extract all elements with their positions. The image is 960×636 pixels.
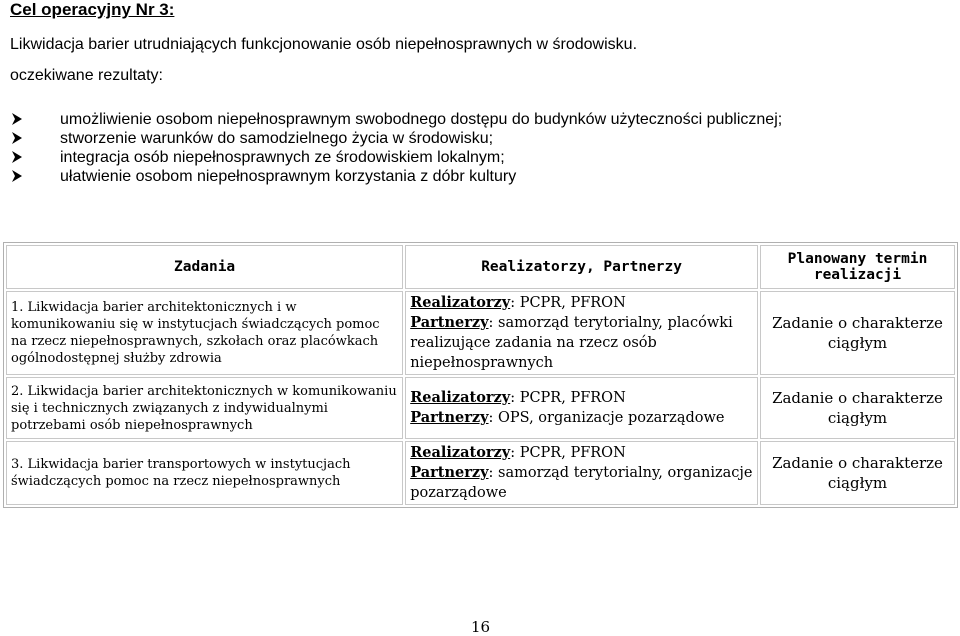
list-item	[10, 167, 782, 186]
task-cell: 2. Likwidacja barier architektonicznych w komunikowaniu się i technicznych związanych z indywidualnymi potrzebami osób niepełnosprawnych	[6, 377, 403, 439]
list-item	[10, 148, 782, 167]
table-header-row	[6, 245, 955, 289]
section-heading: Cel operacyjny Nr 3:	[10, 0, 175, 19]
tasks-table	[3, 242, 958, 508]
term-cell: Zadanie o charakterze ciągłym	[760, 441, 955, 505]
task-cell: 1. Likwidacja barier architektonicznych i w komunikowaniu się w instytucjach świadczących pomoc na rzecz niepełnosprawnych, szkołach oraz placówkach ogólnodostępnej służby zdrowia	[6, 291, 403, 375]
results-list	[10, 110, 782, 186]
list-item	[10, 110, 782, 129]
arrowhead-bullet-icon	[10, 169, 24, 183]
list-item-text: umożliwienie osobom niepełnosprawnym swobodnego dostępu do budynków użyteczności publicznej;	[60, 111, 783, 128]
realizatorzy-label: Realizatorzy	[410, 389, 511, 406]
partnerzy-label: Partnerzy	[410, 314, 489, 331]
arrowhead-bullet-icon	[10, 112, 24, 126]
list-item	[10, 129, 782, 148]
term-cell: Zadanie o charakterze ciągłym	[760, 377, 955, 439]
partnerzy-value: : OPS, organizacje pozarządowe	[488, 410, 725, 426]
task-cell: 3. Likwidacja barier transportowych w instytucjach świadczących pomoc na rzecz niepełnosprawnych	[6, 441, 403, 505]
header-zadania: Zadania	[6, 245, 403, 289]
table-row	[6, 441, 955, 505]
realizatorzy-cell	[405, 291, 758, 375]
term-cell: Zadanie o charakterze ciągłym	[760, 291, 955, 375]
objective-text: Likwidacja barier utrudniających funkcjonowanie osób niepełnosprawnych w środowisku.	[10, 36, 638, 53]
partnerzy-label: Partnerzy	[410, 409, 489, 426]
arrowhead-bullet-icon	[10, 150, 24, 164]
partnerzy-label: Partnerzy	[410, 464, 489, 481]
page-number: 16	[471, 618, 491, 636]
realizatorzy-cell	[405, 377, 758, 439]
list-item-text: ułatwienie osobom niepełnosprawnym korzystania z dóbr kultury	[60, 168, 517, 185]
partnerzy-value: : samorząd terytorialny, organizacje pozarządowe	[410, 465, 753, 501]
results-label: oczekiwane rezultaty:	[10, 67, 163, 84]
realizatorzy-value: : PCPR, PFRON	[510, 445, 626, 461]
realizatorzy-value: : PCPR, PFRON	[510, 390, 626, 406]
table-row	[6, 291, 955, 375]
arrowhead-bullet-icon	[10, 131, 24, 145]
partnerzy-value: : samorząd terytorialny, placówki realizujące zadania na rzecz osób niepełnosprawnych	[410, 315, 733, 371]
header-realizatorzy: Realizatorzy, Partnerzy	[405, 245, 758, 289]
list-item-text: integracja osób niepełnosprawnych ze środowiskiem lokalnym;	[60, 149, 505, 166]
list-item-text: stworzenie warunków do samodzielnego życia w środowisku;	[60, 130, 494, 147]
realizatorzy-label: Realizatorzy	[410, 294, 511, 311]
table-row	[6, 377, 955, 439]
header-termin: Planowany termin realizacji	[760, 245, 955, 289]
realizatorzy-value: : PCPR, PFRON	[510, 295, 626, 311]
realizatorzy-cell	[405, 441, 758, 505]
realizatorzy-label: Realizatorzy	[410, 444, 511, 461]
